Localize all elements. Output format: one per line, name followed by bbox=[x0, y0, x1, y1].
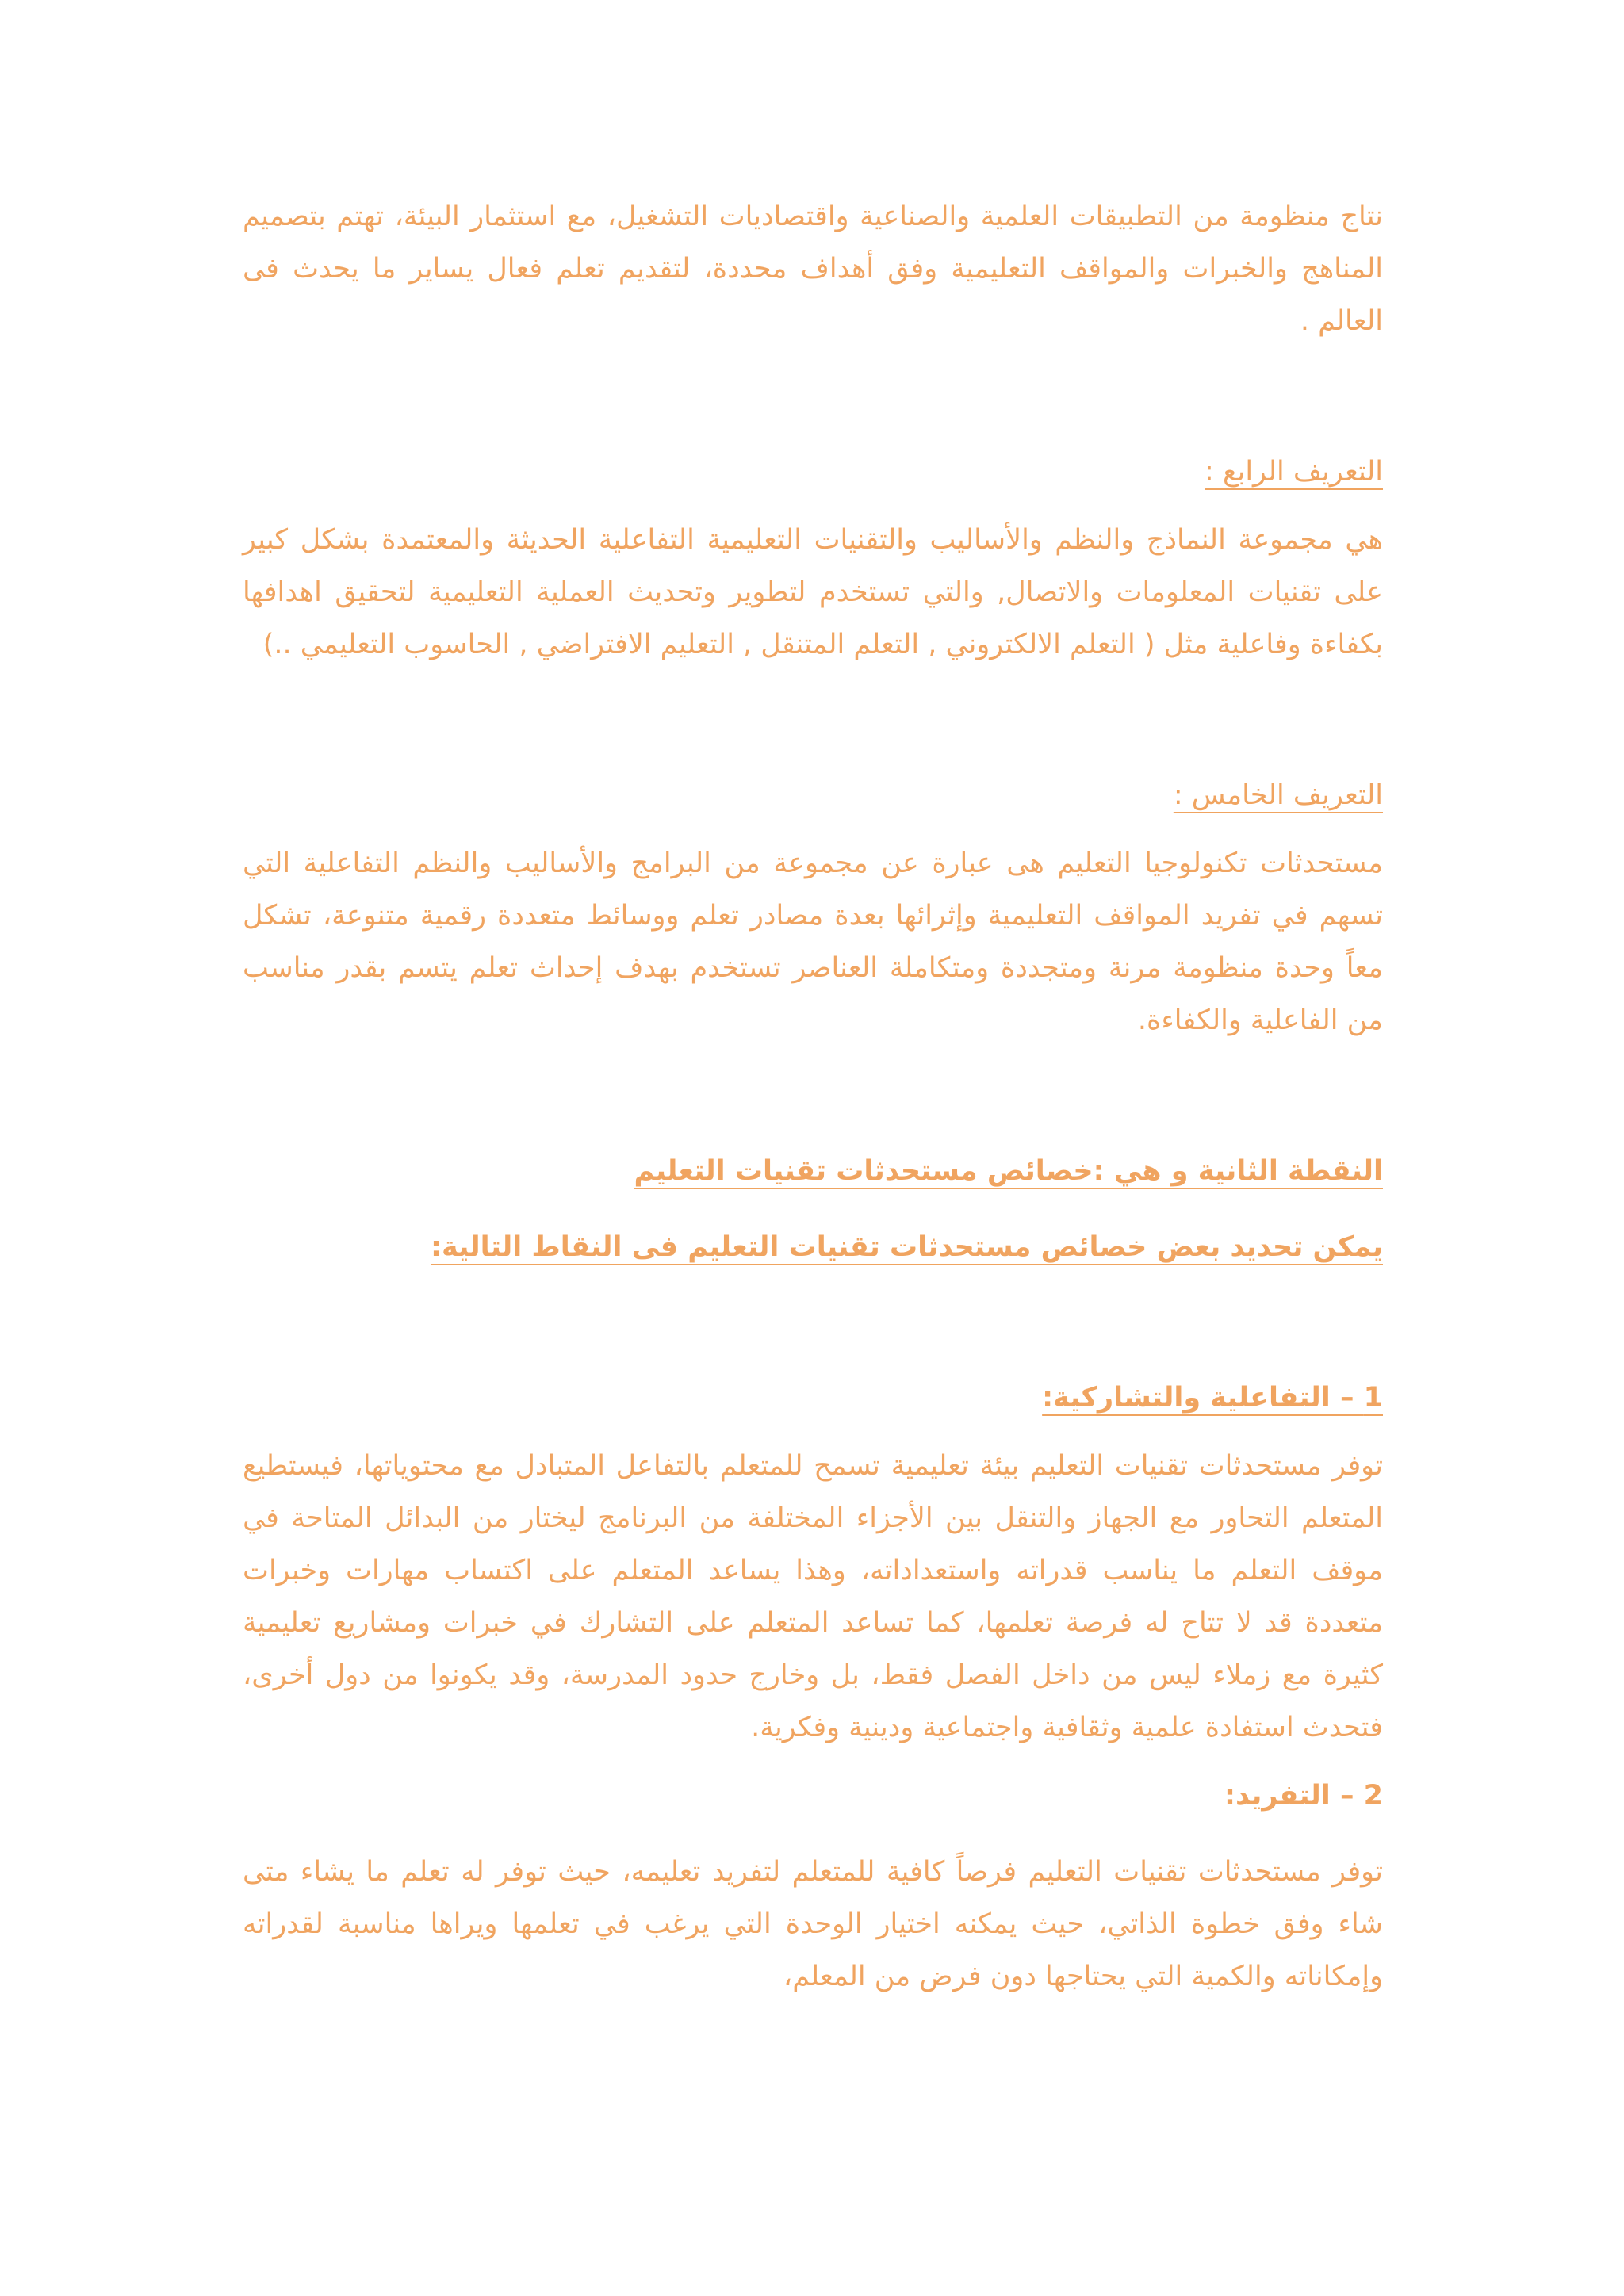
spacer bbox=[243, 1754, 1383, 1770]
item-1-text: توفر مستحدثات تقنيات التعليم بيئة تعليمية تسمح للمتعلم بالتفاعل المتبادل مع محتوياتها، فيستطيع المتعلم التحاور مع الجهاز والتنقل بين الأجزاء المختلفة من البرنامج ليختار من البدائل المتاحة في موقف التعلم ما يناسب قدراته واستعداداته، وهذا يساعد المتعلم على اكتساب مهارات وخبرات متعددة قد لا تتاح له فرصة تعلمها، كما تساعد المتعلم على التشارك في خبرات ومشاريع تعليمية كثيرة مع زملاء ليس من داخل الفصل فقط، بل وخارج حدود المدرسة، وقد يكونوا من دول أخرى، فتحدث استفادة علمية وثقافية واجتماعية ودينية وفكرية. bbox=[243, 1450, 1383, 1743]
spacer bbox=[243, 821, 1383, 837]
spacer bbox=[243, 671, 1383, 769]
item-2-text: توفر مستحدثات تقنيات التعليم فرصاً كافية للمتعلم لتفريد تعليمه، حيث توفر له تعلم ما يشاء متى شاء وفق خطوة الذاتي، حيث يمكنه اختيار الوحدة التي يرغب في تعلمها ويراها مناسبة لقدراته وإمكاناته والكمية التي يحتاجها دون فرض من المعلم، bbox=[243, 1856, 1383, 1992]
spacer bbox=[243, 1424, 1383, 1440]
point-2-subheading: يمكن تحديد بعض خصائص مستحدثات تقنيات التعليم فى النقاط التالية: bbox=[430, 1231, 1383, 1263]
definition-4-text: هي مجموعة النماذج والنظم والأساليب والتقنيات التعليمية التفاعلية الحديثة والمعتمدة بشكل كبير على تقنيات المعلومات والاتصال, والتي تستخدم لتطوير وتحديث العملية التعليمية لتحقيق اهدافها بكفاءة وفاعلية مثل ( التعلم الالكتروني , التعلم المتنقل , التعليم الافتراضي , الحاسوب التعليمي ..) bbox=[243, 524, 1383, 660]
point-2-heading: النقطة الثانية و هي :خصائص مستحدثات تقنيات التعليم bbox=[634, 1155, 1383, 1187]
item-2-heading: 2 – التفريد: bbox=[1224, 1780, 1383, 1812]
spacer bbox=[243, 1822, 1383, 1846]
spacer bbox=[243, 347, 1383, 446]
spacer bbox=[243, 1197, 1383, 1221]
spacer bbox=[243, 1273, 1383, 1372]
spacer bbox=[243, 498, 1383, 514]
definition-5-heading: التعريف الخامس : bbox=[1173, 779, 1383, 811]
definition-5-text: مستحدثات تكنولوجيا التعليم هى عبارة عن مجموعة من البرامج والأساليب والنظم التفاعلية التي تسهم في تفريد المواقف التعليمية وإثرائها بعدة مصادر تعلم ووسائط متعددة رقمية متنوعة، تشكل معاً وحدة منظومة مرنة ومتجددة ومتكاملة العناصر تستخدم بهدف إحداث تعلم يتسم بقدر مناسب من الفاعلية والكفاءة. bbox=[243, 848, 1383, 1036]
spacer bbox=[243, 1047, 1383, 1145]
intro-paragraph: نتاج منظومة من التطبيقات العلمية والصناعية واقتصاديات التشغيل، مع استثمار البيئة، تهتم بتصميم المناهج والخبرات والمواقف التعليمية وفق أهداف محددة، لتقديم تعلم فعال يساير ما يحدث فى العالم . bbox=[243, 201, 1383, 337]
definition-4-heading: التعريف الرابع : bbox=[1205, 456, 1383, 488]
item-1-heading: 1 – التفاعلية والتشاركية: bbox=[1042, 1382, 1383, 1414]
document-body bbox=[243, 190, 1383, 2003]
